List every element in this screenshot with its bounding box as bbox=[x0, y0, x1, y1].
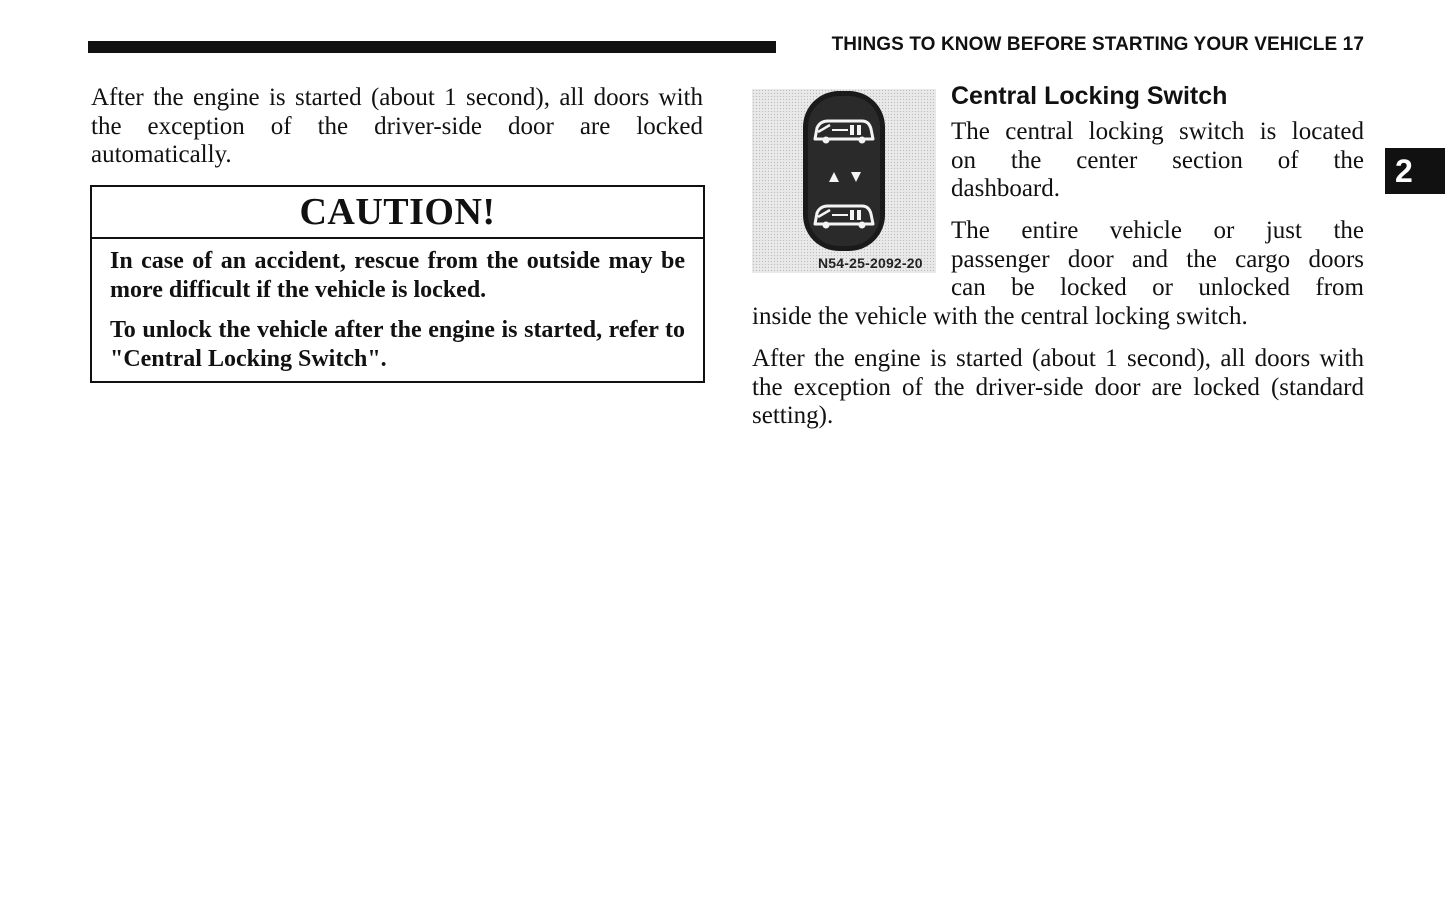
text-line: passenger door and the cargo doors bbox=[951, 245, 1364, 273]
text-line: The central locking switch is located bbox=[951, 118, 1364, 145]
van-lock-icon bbox=[815, 121, 873, 144]
caution-title: CAUTION! bbox=[92, 187, 703, 239]
text-line: dashboard. bbox=[951, 175, 1060, 202]
van-unlock-icon bbox=[815, 206, 873, 229]
caution-box bbox=[90, 185, 705, 383]
chapter-tab: 2 bbox=[1385, 148, 1445, 194]
locking-scope-paragraph-end bbox=[752, 303, 1364, 332]
running-header: THINGS TO KNOW BEFORE STARTING YOUR VEHICLE 17 bbox=[831, 34, 1364, 55]
text-line: can be locked or unlocked from bbox=[951, 274, 1364, 301]
caution-body bbox=[92, 239, 703, 373]
text-line: on the center section of the bbox=[951, 146, 1364, 174]
text-line: The entire vehicle or just the bbox=[951, 217, 1364, 244]
figure-caption: N54-25-2092-20 bbox=[818, 255, 923, 271]
auto-lock-paragraph: After the engine is started (about 1 second), all doors with the exception of the driver-side door are locked (standard setting). bbox=[752, 345, 1364, 429]
section-heading: Central Locking Switch bbox=[951, 82, 1228, 110]
intro-paragraph: After the engine is started (about 1 second), all doors with the exception of the driver-side door are locked automatically. bbox=[91, 84, 703, 168]
text-line: inside the vehicle with the central locking switch. bbox=[752, 302, 1248, 330]
caution-paragraph-2: To unlock the vehicle after the engine is started, refer to "Central Locking Switch". bbox=[110, 317, 685, 372]
location-paragraph bbox=[951, 118, 1364, 204]
locking-scope-paragraph bbox=[951, 217, 1364, 303]
central-locking-switch-figure bbox=[752, 89, 936, 273]
header-rule bbox=[88, 41, 776, 53]
switch-illustration bbox=[752, 89, 936, 273]
caution-paragraph-1: In case of an accident, rescue from the outside may be more difficult if the vehicle is locked. bbox=[110, 248, 685, 303]
